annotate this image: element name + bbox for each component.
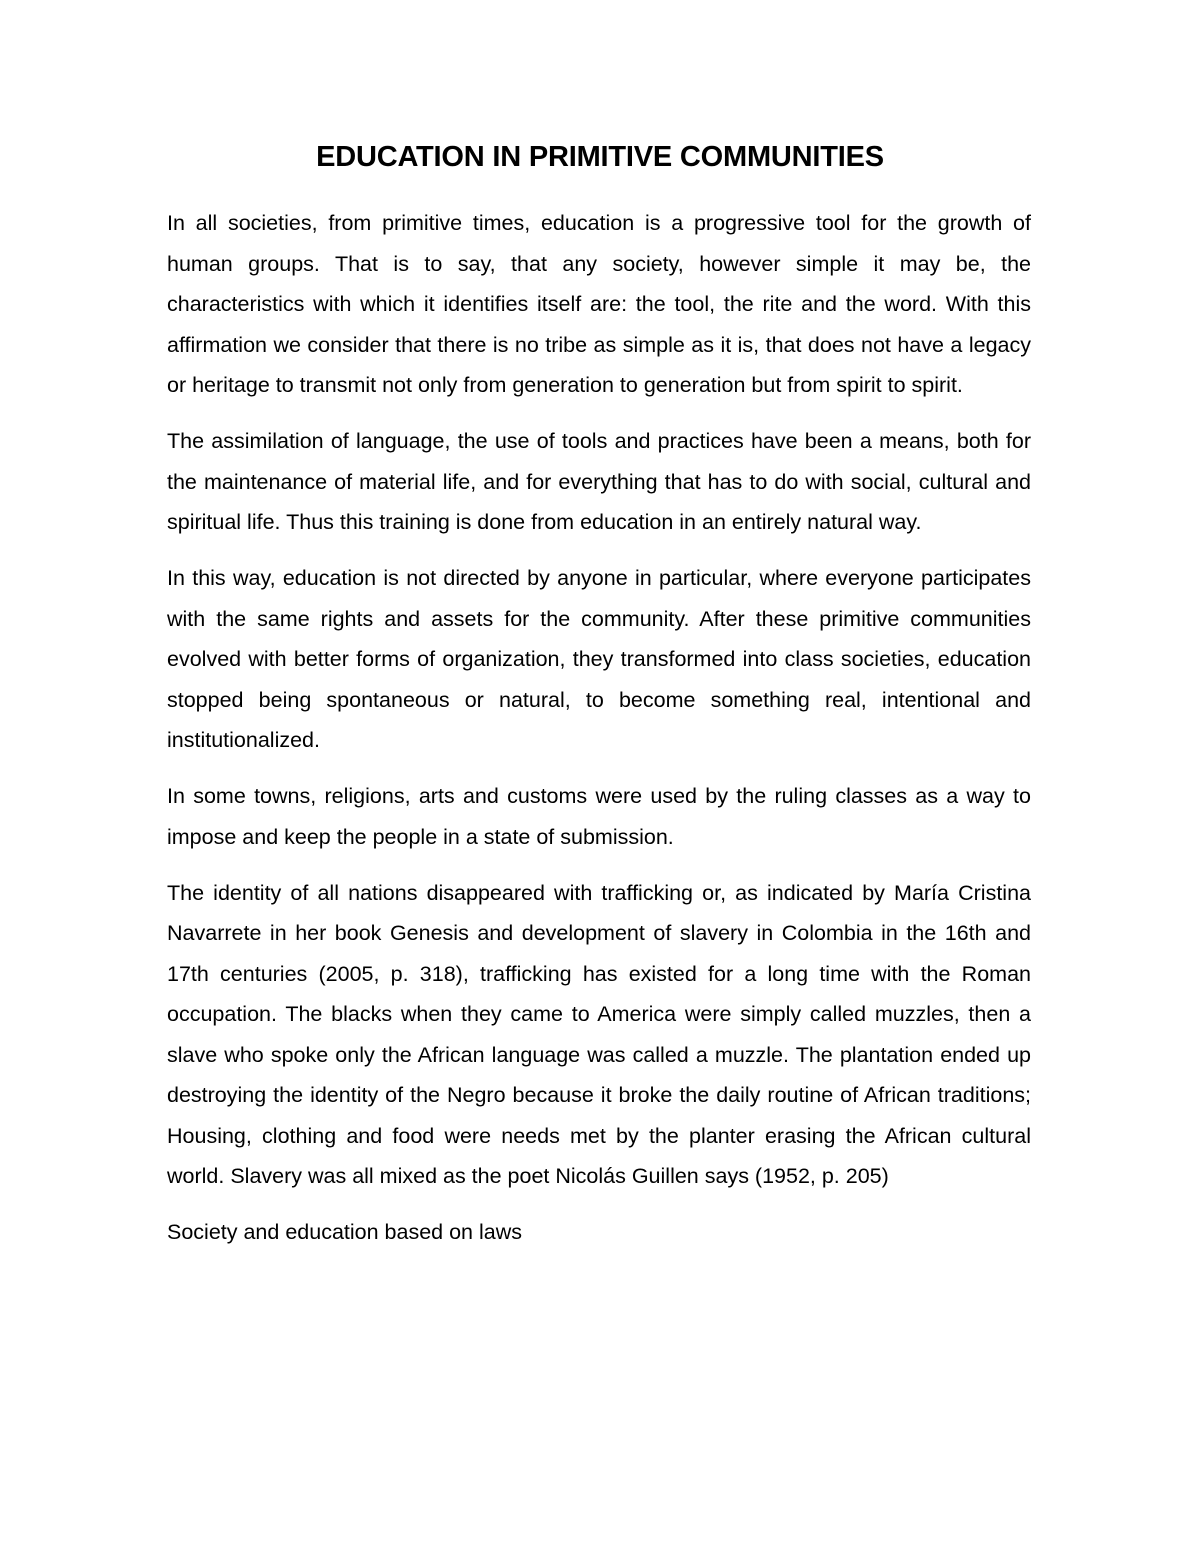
paragraph-4: In some towns, religions, arts and customs were used by the ruling classes as a way to impose and keep the people in a state of submission.: [167, 784, 1031, 849]
document-title: EDUCATION IN PRIMITIVE COMMUNITIES: [316, 141, 884, 173]
paragraph-1: In all societies, from primitive times, education is a progressive tool for the growth of human groups. That is to say, that any society, however simple it may be, the characteristics with which it identifies itself are: the tool, the rite and the word. With this affirmation we consider that there is no tribe as simple as it is, that does not have a legacy or heritage to transmit not only from generation to generation but from spirit to spirit.: [167, 211, 1031, 397]
paragraph-3: In this way, education is not directed by anyone in particular, where everyone participates with the same rights and assets for the community. After these primitive communities evolved with better forms of organization, they transformed into class societies, education stopped being spontaneous or natural, to become something real, intentional and institutionalized.: [167, 566, 1031, 752]
paragraph-5: The identity of all nations disappeared with trafficking or, as indicated by María Cristina Navarrete in her book Genesis and development of slavery in Colombia in the 16th and 17th centuries (2005, p. 318), trafficking has existed for a long time with the Roman occupation. The blacks when they came to America were simply called muzzles, then a slave who spoke only the African language was called a muzzle. The plantation ended up destroying the identity of the Negro because it broke the daily routine of African traditions; Housing, clothing and food were needs met by the planter erasing the African cultural world. Slavery was all mixed as the poet Nicolás Guillen says (1952, p. 205): [167, 880, 1031, 1188]
section-heading-laws: Society and education based on laws: [167, 1220, 522, 1244]
paragraph-2: The assimilation of language, the use of tools and practices have been a means, both for the maintenance of material life, and for everything that has to do with social, cultural and spiritual life. Thus this training is done from education in an entirely natural way.: [167, 429, 1031, 534]
document-body: [167, 203, 1031, 1253]
